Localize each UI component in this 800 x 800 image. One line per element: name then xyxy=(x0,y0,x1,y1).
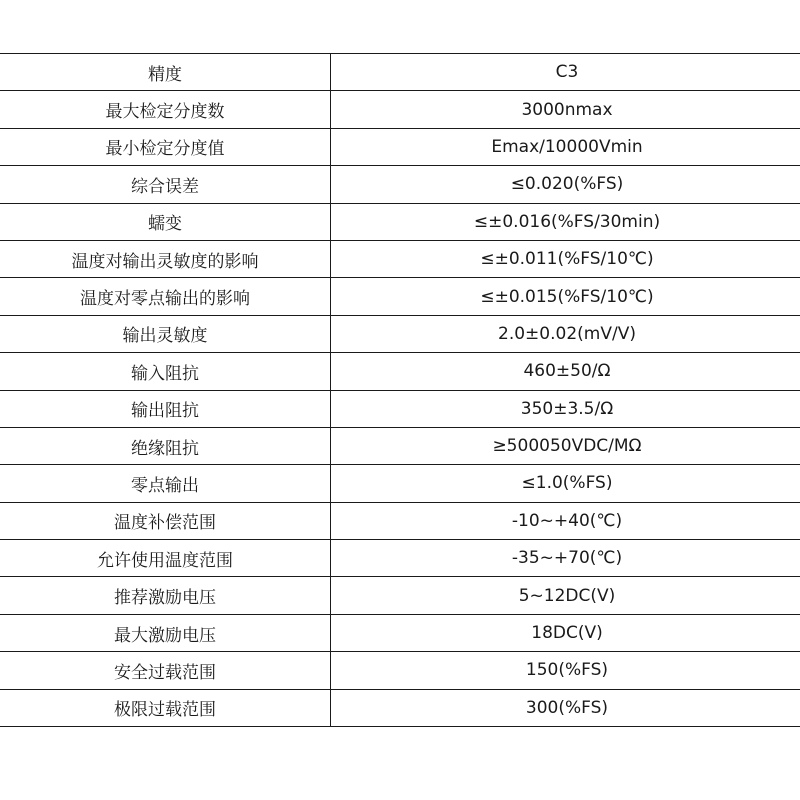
spec-table-body xyxy=(0,54,800,727)
param-cell: 推荐激励电压 xyxy=(0,577,331,614)
table-row xyxy=(0,540,800,577)
param-cell: 最小检定分度值 xyxy=(0,128,331,165)
param-cell: 最大激励电压 xyxy=(0,614,331,651)
param-cell: 温度对零点输出的影响 xyxy=(0,278,331,315)
table-row xyxy=(0,203,800,240)
table-row xyxy=(0,128,800,165)
value-cell: 300(%FS) xyxy=(331,689,800,726)
param-cell: 允许使用温度范围 xyxy=(0,540,331,577)
spec-table xyxy=(0,53,800,727)
table-row xyxy=(0,91,800,128)
value-cell: ≤0.020(%FS) xyxy=(331,166,800,203)
value-cell: ≤±0.016(%FS/30min) xyxy=(331,203,800,240)
param-cell: 输出阻抗 xyxy=(0,390,331,427)
param-cell: 绝缘阻抗 xyxy=(0,427,331,464)
value-cell: -10~+40(℃) xyxy=(331,502,800,539)
param-cell: 温度补偿范围 xyxy=(0,502,331,539)
value-cell: Emax/10000Vmin xyxy=(331,128,800,165)
value-cell: 3000nmax xyxy=(331,91,800,128)
table-row xyxy=(0,240,800,277)
value-cell: 5~12DC(V) xyxy=(331,577,800,614)
value-cell: C3 xyxy=(331,54,800,91)
table-row xyxy=(0,315,800,352)
table-row xyxy=(0,465,800,502)
param-cell: 蠕变 xyxy=(0,203,331,240)
param-cell: 安全过载范围 xyxy=(0,652,331,689)
table-row xyxy=(0,502,800,539)
param-cell: 极限过载范围 xyxy=(0,689,331,726)
table-row xyxy=(0,390,800,427)
table-row xyxy=(0,278,800,315)
value-cell: 460±50/Ω xyxy=(331,353,800,390)
table-row xyxy=(0,166,800,203)
param-cell: 输入阻抗 xyxy=(0,353,331,390)
value-cell: -35~+70(℃) xyxy=(331,540,800,577)
table-row xyxy=(0,689,800,726)
param-cell: 输出灵敏度 xyxy=(0,315,331,352)
table-row xyxy=(0,577,800,614)
param-cell: 综合误差 xyxy=(0,166,331,203)
value-cell: 150(%FS) xyxy=(331,652,800,689)
param-cell: 零点输出 xyxy=(0,465,331,502)
value-cell: 18DC(V) xyxy=(331,614,800,651)
value-cell: ≤±0.011(%FS/10℃) xyxy=(331,240,800,277)
table-row xyxy=(0,54,800,91)
param-cell: 精度 xyxy=(0,54,331,91)
table-row xyxy=(0,652,800,689)
table-row xyxy=(0,353,800,390)
value-cell: ≤±0.015(%FS/10℃) xyxy=(331,278,800,315)
value-cell: 2.0±0.02(mV/V) xyxy=(331,315,800,352)
param-cell: 最大检定分度数 xyxy=(0,91,331,128)
value-cell: ≤1.0(%FS) xyxy=(331,465,800,502)
value-cell: 350±3.5/Ω xyxy=(331,390,800,427)
table-row xyxy=(0,614,800,651)
table-row xyxy=(0,427,800,464)
param-cell: 温度对输出灵敏度的影响 xyxy=(0,240,331,277)
value-cell: ≥500050VDC/MΩ xyxy=(331,427,800,464)
